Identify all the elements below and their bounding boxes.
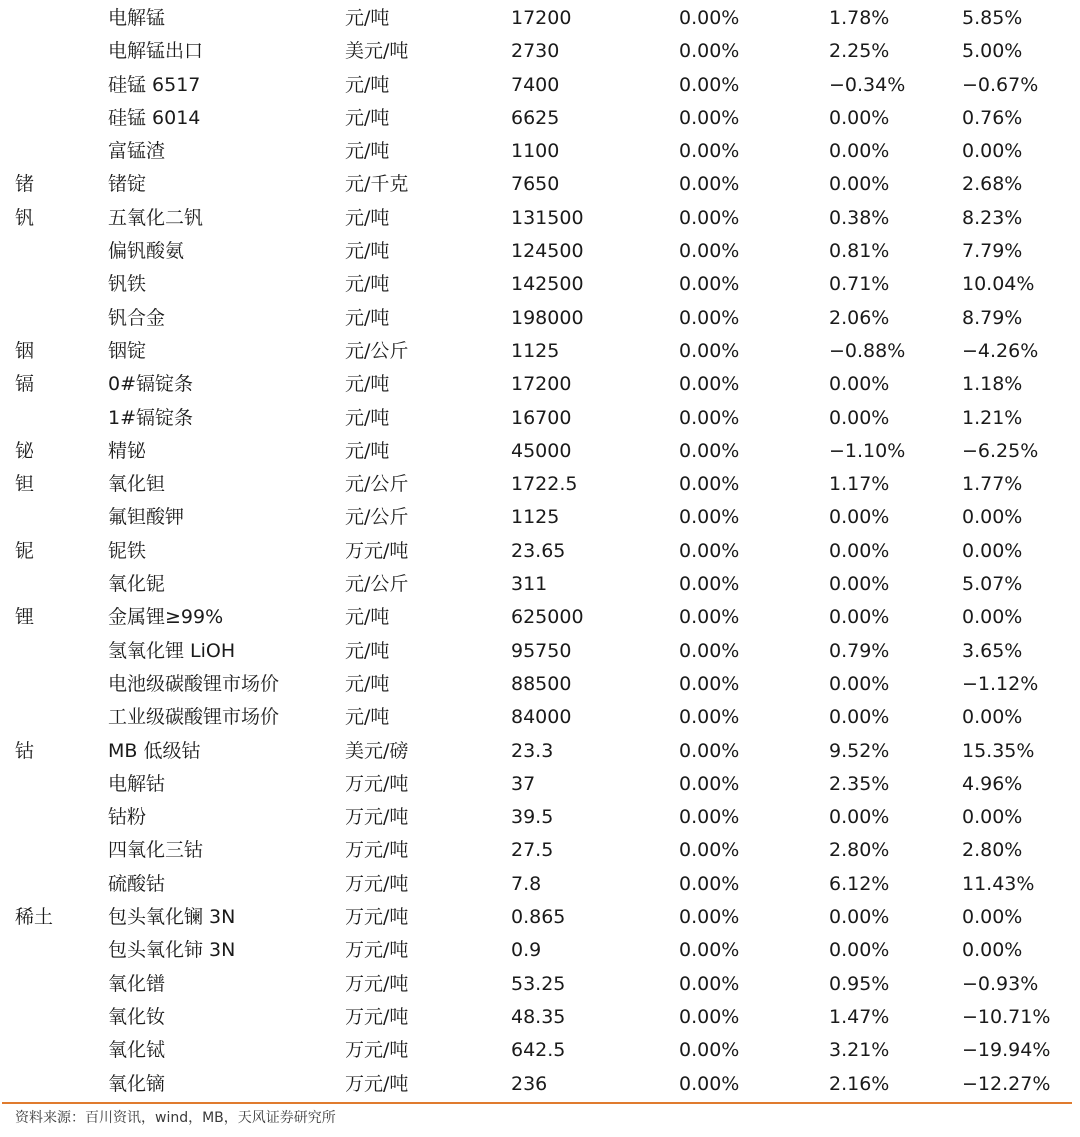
unit-cell: 元/吨 [345, 73, 390, 96]
change-1-cell: 0.00% [679, 106, 740, 129]
change-1-cell: 0.00% [679, 906, 740, 929]
product-name-cell: 包头氧化镧 3N [108, 906, 236, 929]
change-1-cell: 0.00% [679, 373, 740, 396]
table-row [0, 535, 1080, 568]
unit-cell: 万元/吨 [345, 806, 409, 829]
change-3-cell: 1.21% [962, 406, 1023, 429]
table-row [0, 135, 1080, 168]
unit-cell: 万元/吨 [345, 906, 409, 929]
change-2-cell: 0.00% [829, 906, 890, 929]
table-row [0, 668, 1080, 701]
product-name-cell: 金属锂≥99% [108, 606, 224, 629]
change-1-cell: 0.00% [679, 606, 740, 629]
footer-divider [2, 1102, 1072, 1104]
product-name-cell: 氧化镝 [108, 1072, 166, 1095]
change-2-cell: 2.16% [829, 1072, 890, 1095]
metal-category-cell: 钽 [15, 473, 35, 496]
unit-cell: 元/公斤 [345, 473, 409, 496]
change-1-cell: 0.00% [679, 573, 740, 596]
table-row [0, 934, 1080, 967]
change-3-cell: 0.00% [962, 706, 1023, 729]
change-2-cell: 6.12% [829, 872, 890, 895]
table-row [0, 168, 1080, 201]
table-row [0, 568, 1080, 601]
change-2-cell: 0.00% [829, 373, 890, 396]
change-2-cell: 2.25% [829, 40, 890, 63]
table-row [0, 501, 1080, 534]
unit-cell: 元/吨 [345, 106, 390, 129]
table-row [0, 402, 1080, 435]
change-3-cell: 0.76% [962, 106, 1023, 129]
table-row [0, 868, 1080, 901]
change-2-cell: 0.00% [829, 672, 890, 695]
change-3-cell: −10.71% [962, 1005, 1051, 1028]
change-1-cell: 0.00% [679, 539, 740, 562]
change-3-cell: −6.25% [962, 439, 1039, 462]
price-cell: 84000 [511, 706, 572, 729]
change-3-cell: −0.93% [962, 972, 1039, 995]
price-cell: 2730 [511, 40, 560, 63]
price-cell: 7400 [511, 73, 560, 96]
unit-cell: 万元/吨 [345, 939, 409, 962]
price-cell: 6625 [511, 106, 560, 129]
change-3-cell: 4.96% [962, 772, 1023, 795]
change-1-cell: 0.00% [679, 140, 740, 163]
table-row [0, 302, 1080, 335]
change-3-cell: 2.80% [962, 839, 1023, 862]
price-cell: 39.5 [511, 806, 554, 829]
change-3-cell: 5.85% [962, 7, 1023, 29]
table-row [0, 102, 1080, 135]
price-cell: 124500 [511, 240, 584, 263]
table-row [0, 735, 1080, 768]
change-2-cell: 0.79% [829, 639, 890, 662]
change-2-cell: 1.17% [829, 473, 890, 496]
change-3-cell: 0.00% [962, 906, 1023, 929]
product-name-cell: 氧化钕 [108, 1005, 166, 1028]
change-3-cell: 0.00% [962, 140, 1023, 163]
change-3-cell: −19.94% [962, 1039, 1051, 1062]
unit-cell: 元/吨 [345, 672, 390, 695]
unit-cell: 元/吨 [345, 7, 390, 29]
product-name-cell: 硅锰 6517 [108, 73, 201, 96]
product-name-cell: 精铋 [108, 439, 147, 462]
product-name-cell: 氧化钽 [108, 473, 166, 496]
price-cell: 23.65 [511, 539, 566, 562]
product-name-cell: 氧化铌 [108, 573, 166, 596]
change-2-cell: 0.81% [829, 240, 890, 263]
table-row [0, 801, 1080, 834]
change-2-cell: 0.71% [829, 273, 890, 296]
unit-cell: 元/吨 [345, 439, 390, 462]
table-row [0, 468, 1080, 501]
table-row [0, 35, 1080, 68]
price-table [0, 2, 1080, 1101]
price-cell: 7650 [511, 173, 560, 196]
price-cell: 7.8 [511, 872, 542, 895]
price-cell: 625000 [511, 606, 584, 629]
price-cell: 236 [511, 1072, 548, 1095]
change-2-cell: 0.00% [829, 806, 890, 829]
unit-cell: 元/吨 [345, 373, 390, 396]
change-2-cell: 0.00% [829, 939, 890, 962]
unit-cell: 元/吨 [345, 706, 390, 729]
table-row [0, 901, 1080, 934]
unit-cell: 万元/吨 [345, 839, 409, 862]
change-3-cell: 11.43% [962, 872, 1035, 895]
table-row [0, 235, 1080, 268]
change-2-cell: 0.00% [829, 506, 890, 529]
price-cell: 131500 [511, 206, 584, 229]
change-2-cell: 1.47% [829, 1005, 890, 1028]
table-row [0, 834, 1080, 867]
price-cell: 1125 [511, 506, 560, 529]
metal-category-cell: 锂 [15, 606, 35, 629]
table-row [0, 601, 1080, 634]
change-2-cell: −1.10% [829, 439, 906, 462]
price-cell: 48.35 [511, 1005, 566, 1028]
unit-cell: 元/吨 [345, 606, 390, 629]
unit-cell: 万元/吨 [345, 772, 409, 795]
change-3-cell: 8.79% [962, 306, 1023, 329]
product-name-cell: 四氧化三钴 [108, 839, 204, 862]
change-1-cell: 0.00% [679, 839, 740, 862]
price-cell: 16700 [511, 406, 572, 429]
price-cell: 0.9 [511, 939, 542, 962]
table-row [0, 1034, 1080, 1067]
change-3-cell: 10.04% [962, 273, 1035, 296]
product-name-cell: 铟锭 [108, 339, 147, 362]
unit-cell: 元/吨 [345, 639, 390, 662]
table-row [0, 368, 1080, 401]
unit-cell: 万元/吨 [345, 972, 409, 995]
change-2-cell: 0.95% [829, 972, 890, 995]
change-3-cell: 3.65% [962, 639, 1023, 662]
change-2-cell: 0.00% [829, 606, 890, 629]
change-2-cell: 0.00% [829, 106, 890, 129]
table-row [0, 268, 1080, 301]
change-2-cell: 0.00% [829, 706, 890, 729]
change-1-cell: 0.00% [679, 240, 740, 263]
product-name-cell: 铌铁 [108, 539, 147, 562]
unit-cell: 美元/吨 [345, 40, 409, 63]
product-name-cell: 电解锰 [108, 7, 166, 29]
metal-category-cell: 镉 [15, 373, 35, 396]
metal-category-cell: 铌 [15, 539, 35, 562]
product-name-cell: 工业级碳酸锂市场价 [108, 706, 280, 729]
change-1-cell: 0.00% [679, 173, 740, 196]
change-1-cell: 0.00% [679, 639, 740, 662]
unit-cell: 元/吨 [345, 406, 390, 429]
price-cell: 37 [511, 772, 536, 795]
unit-cell: 万元/吨 [345, 539, 409, 562]
price-cell: 311 [511, 573, 548, 596]
product-name-cell: 1#镉锭条 [108, 406, 194, 429]
price-cell: 23.3 [511, 739, 554, 762]
unit-cell: 元/吨 [345, 140, 390, 163]
metal-category-cell: 钴 [15, 739, 35, 762]
change-2-cell: 0.00% [829, 406, 890, 429]
price-cell: 642.5 [511, 1039, 566, 1062]
change-2-cell: 9.52% [829, 739, 890, 762]
table-row [0, 435, 1080, 468]
product-name-cell: 硫酸钴 [108, 872, 166, 895]
metal-category-cell: 钒 [15, 206, 35, 229]
unit-cell: 元/吨 [345, 206, 390, 229]
product-name-cell: 包头氧化铈 3N [108, 939, 236, 962]
product-name-cell: 氧化镨 [108, 972, 166, 995]
price-cell: 1100 [511, 140, 560, 163]
change-3-cell: 0.00% [962, 606, 1023, 629]
product-name-cell: 偏钒酸氨 [108, 240, 185, 263]
metal-category-cell: 铟 [15, 339, 35, 362]
table-row [0, 335, 1080, 368]
table-row [0, 635, 1080, 668]
change-1-cell: 0.00% [679, 439, 740, 462]
product-name-cell: 0#镉锭条 [108, 373, 194, 396]
price-cell: 88500 [511, 672, 572, 695]
change-1-cell: 0.00% [679, 473, 740, 496]
change-1-cell: 0.00% [679, 672, 740, 695]
change-1-cell: 0.00% [679, 506, 740, 529]
change-1-cell: 0.00% [679, 1072, 740, 1095]
product-name-cell: 氟钽酸钾 [108, 506, 185, 529]
change-3-cell: 0.00% [962, 506, 1023, 529]
metal-category-cell: 铋 [15, 439, 35, 462]
product-name-cell: 钒合金 [108, 306, 166, 329]
change-2-cell: 3.21% [829, 1039, 890, 1062]
change-2-cell: 0.00% [829, 539, 890, 562]
table-row [0, 1068, 1080, 1101]
table-row [0, 2, 1080, 35]
unit-cell: 万元/吨 [345, 1072, 409, 1095]
change-3-cell: 1.18% [962, 373, 1023, 396]
unit-cell: 元/吨 [345, 273, 390, 296]
change-1-cell: 0.00% [679, 706, 740, 729]
table-row [0, 1001, 1080, 1034]
change-2-cell: 0.00% [829, 173, 890, 196]
product-name-cell: 钒铁 [108, 273, 147, 296]
product-name-cell: 氧化铽 [108, 1039, 166, 1062]
change-2-cell: −0.34% [829, 73, 906, 96]
product-name-cell: 富锰渣 [108, 140, 166, 163]
price-cell: 27.5 [511, 839, 554, 862]
unit-cell: 元/公斤 [345, 506, 409, 529]
change-1-cell: 0.00% [679, 406, 740, 429]
source-note: 资料来源：百川资讯，wind，MB，天风证券研究所 [15, 1110, 336, 1126]
change-3-cell: −12.27% [962, 1072, 1051, 1095]
change-3-cell: 0.00% [962, 539, 1023, 562]
price-cell: 1125 [511, 339, 560, 362]
table-row [0, 768, 1080, 801]
price-cell: 17200 [511, 7, 572, 29]
price-cell: 0.865 [511, 906, 566, 929]
change-2-cell: 0.38% [829, 206, 890, 229]
unit-cell: 万元/吨 [345, 1039, 409, 1062]
product-name-cell: 电解锰出口 [108, 40, 204, 63]
change-3-cell: −4.26% [962, 339, 1039, 362]
metal-category-cell: 锗 [15, 173, 35, 196]
change-1-cell: 0.00% [679, 273, 740, 296]
product-name-cell: 电解钴 [108, 772, 166, 795]
table-row [0, 968, 1080, 1001]
product-name-cell: 氢氧化锂 LiOH [108, 639, 236, 662]
product-name-cell: 硅锰 6014 [108, 106, 201, 129]
change-3-cell: −0.67% [962, 73, 1039, 96]
change-3-cell: 5.00% [962, 40, 1023, 63]
change-2-cell: 2.35% [829, 772, 890, 795]
change-1-cell: 0.00% [679, 939, 740, 962]
change-1-cell: 0.00% [679, 1005, 740, 1028]
unit-cell: 元/吨 [345, 306, 390, 329]
product-name-cell: MB 低级钴 [108, 739, 201, 762]
price-cell: 53.25 [511, 972, 566, 995]
change-3-cell: 0.00% [962, 806, 1023, 829]
change-3-cell: 2.68% [962, 173, 1023, 196]
product-name-cell: 钴粉 [108, 806, 147, 829]
change-3-cell: 5.07% [962, 573, 1023, 596]
price-cell: 17200 [511, 373, 572, 396]
change-1-cell: 0.00% [679, 806, 740, 829]
change-3-cell: 15.35% [962, 739, 1035, 762]
unit-cell: 元/公斤 [345, 573, 409, 596]
change-1-cell: 0.00% [679, 1039, 740, 1062]
change-2-cell: 2.06% [829, 306, 890, 329]
change-3-cell: −1.12% [962, 672, 1039, 695]
change-1-cell: 0.00% [679, 872, 740, 895]
change-3-cell: 0.00% [962, 939, 1023, 962]
change-2-cell: 2.80% [829, 839, 890, 862]
unit-cell: 美元/磅 [345, 739, 409, 762]
product-name-cell: 电池级碳酸锂市场价 [108, 672, 280, 695]
unit-cell: 元/千克 [345, 173, 409, 196]
change-1-cell: 0.00% [679, 7, 740, 29]
change-3-cell: 1.77% [962, 473, 1023, 496]
change-2-cell: −0.88% [829, 339, 906, 362]
table-row [0, 202, 1080, 235]
change-1-cell: 0.00% [679, 40, 740, 63]
change-1-cell: 0.00% [679, 739, 740, 762]
unit-cell: 万元/吨 [345, 1005, 409, 1028]
unit-cell: 元/吨 [345, 240, 390, 263]
change-1-cell: 0.00% [679, 306, 740, 329]
table-row [0, 701, 1080, 734]
table-row [0, 69, 1080, 102]
unit-cell: 万元/吨 [345, 872, 409, 895]
change-2-cell: 0.00% [829, 140, 890, 163]
change-1-cell: 0.00% [679, 73, 740, 96]
change-3-cell: 8.23% [962, 206, 1023, 229]
price-cell: 95750 [511, 639, 572, 662]
price-cell: 142500 [511, 273, 584, 296]
unit-cell: 元/公斤 [345, 339, 409, 362]
change-1-cell: 0.00% [679, 339, 740, 362]
change-2-cell: 0.00% [829, 573, 890, 596]
change-2-cell: 1.78% [829, 7, 890, 29]
product-name-cell: 锗锭 [108, 173, 147, 196]
change-1-cell: 0.00% [679, 772, 740, 795]
product-name-cell: 五氧化二钒 [108, 206, 204, 229]
change-1-cell: 0.00% [679, 972, 740, 995]
change-3-cell: 7.79% [962, 240, 1023, 263]
change-1-cell: 0.00% [679, 206, 740, 229]
price-cell: 198000 [511, 306, 584, 329]
price-cell: 1722.5 [511, 473, 578, 496]
metal-category-cell: 稀土 [15, 906, 54, 929]
price-cell: 45000 [511, 439, 572, 462]
